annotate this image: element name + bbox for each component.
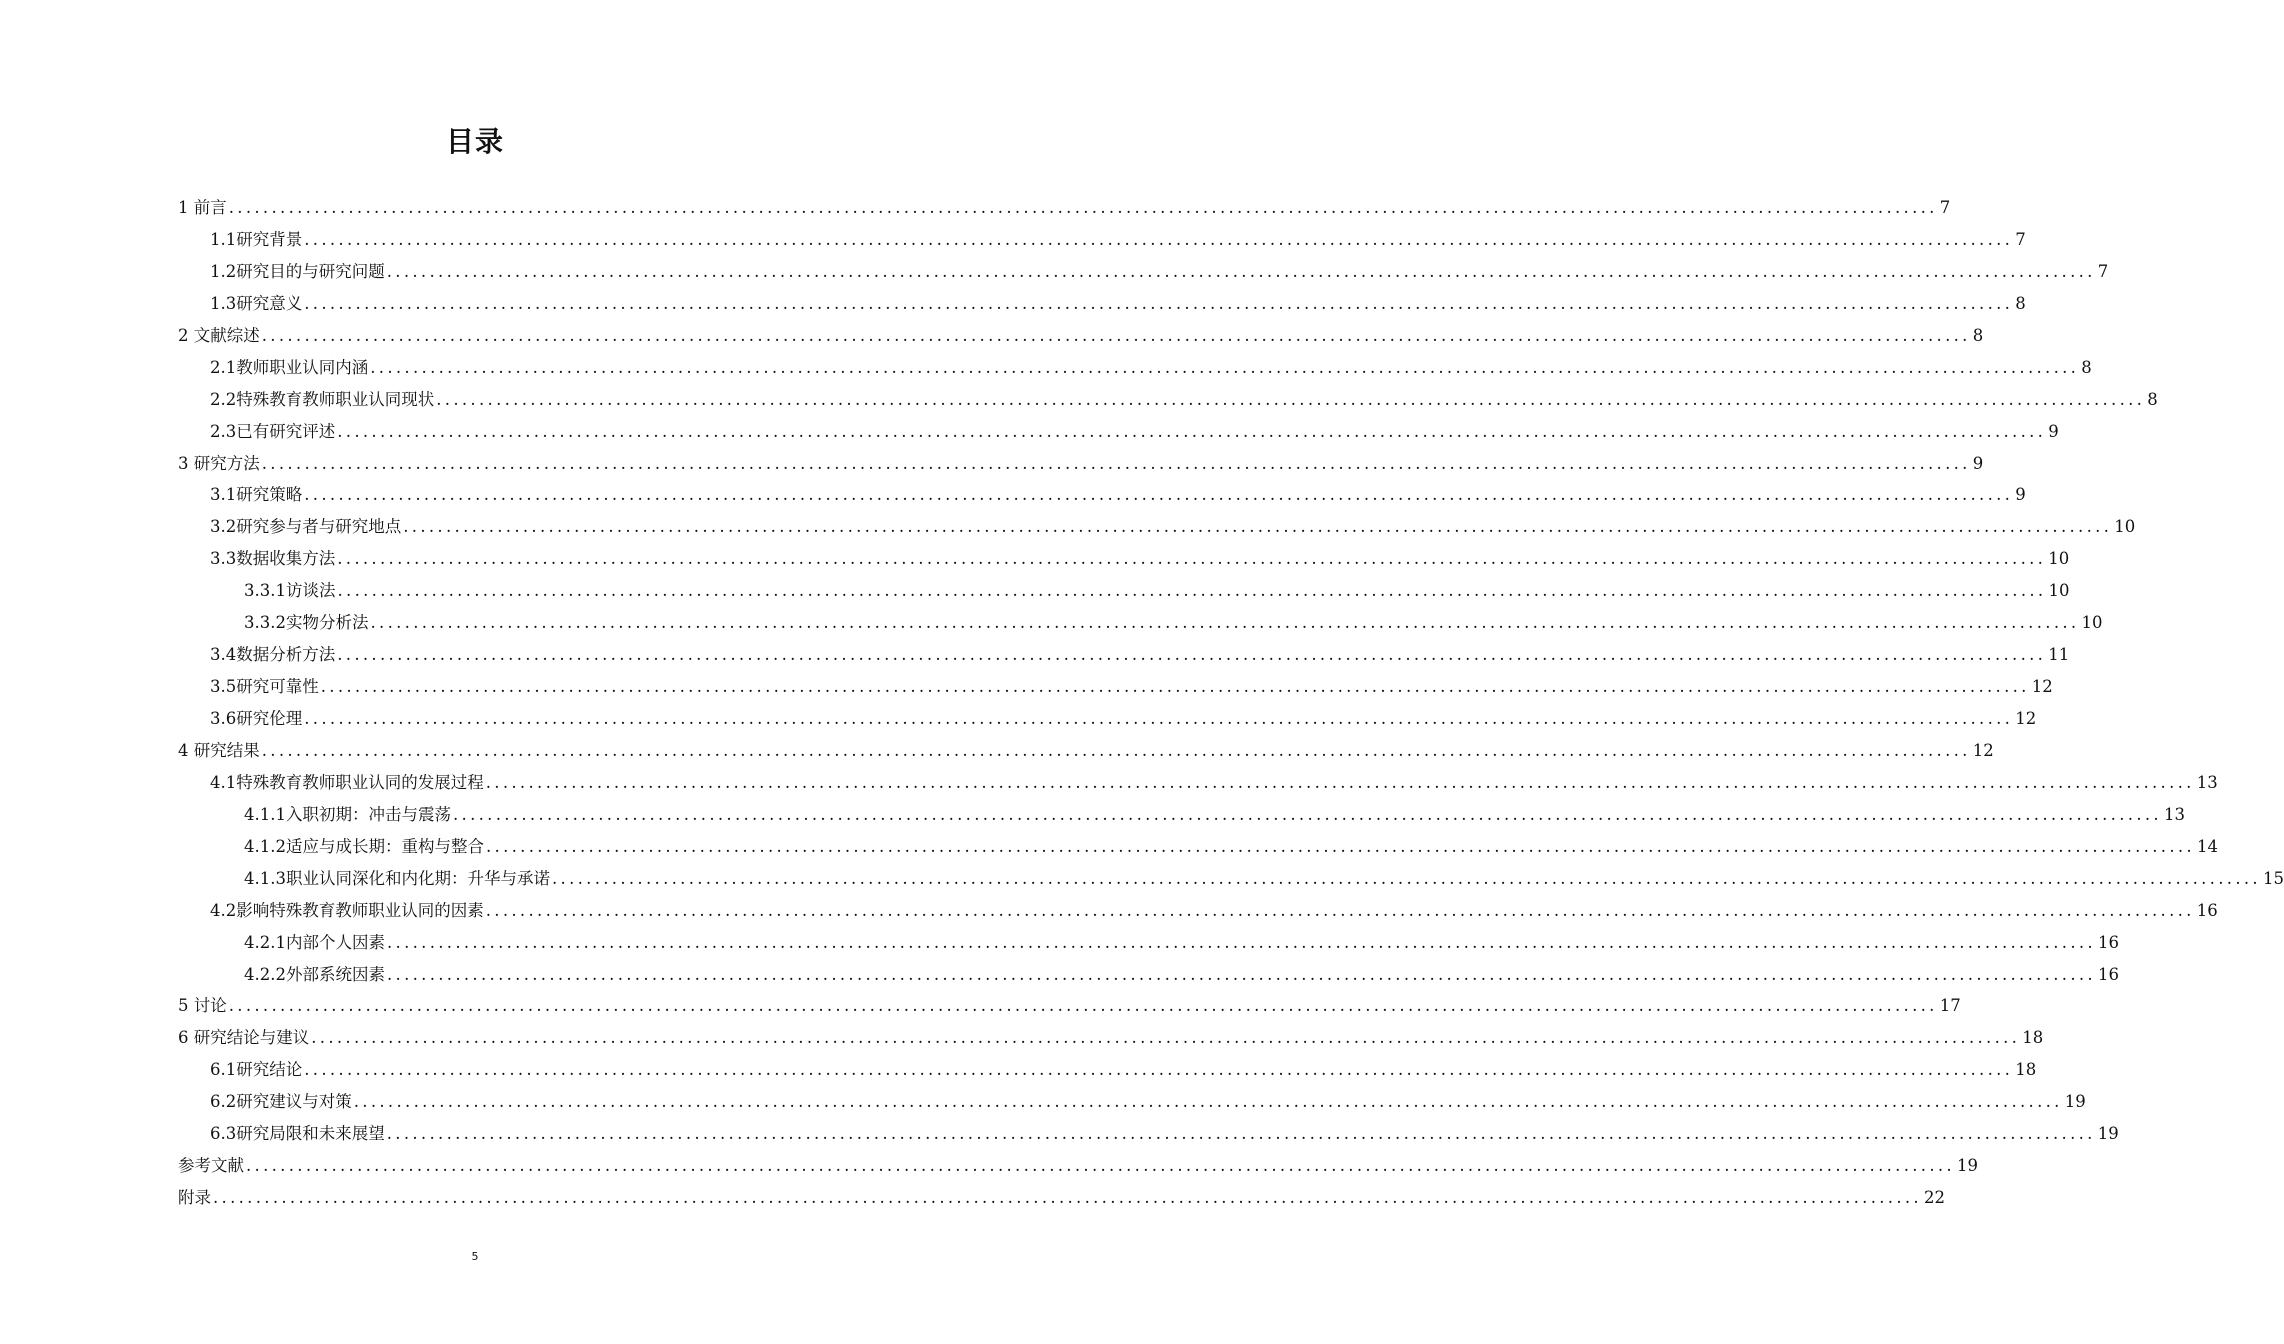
toc-entry[interactable] [178, 609, 2103, 641]
toc-entry-title: 1.2研究目的与研究问题 [210, 261, 385, 281]
toc-entry[interactable] [178, 322, 1984, 354]
toc-dot-leader: ........................................................................................................................................................................................................ [386, 1124, 2096, 1144]
toc-entry[interactable] [178, 545, 2070, 577]
toc-entry[interactable] [178, 450, 1984, 482]
toc-dot-leader: ........................................................................................................................................................................................................ [228, 996, 1938, 1016]
toc-entry-page: 16 [2196, 900, 2218, 920]
toc-entry-title: 附录 [178, 1188, 211, 1208]
toc-entry-page: 16 [2097, 964, 2119, 984]
toc-entry-title: 6.1研究结论 [210, 1060, 303, 1080]
toc-entry-title: 6 研究结论与建议 [178, 1028, 310, 1048]
toc-entry[interactable] [178, 833, 2218, 865]
toc-entry-title: 2.3已有研究评述 [210, 421, 336, 441]
toc-dot-leader: ........................................................................................................................................................................................................ [386, 964, 2096, 984]
toc-entry[interactable] [178, 992, 1961, 1024]
toc-entry[interactable] [178, 194, 1951, 226]
toc-entry-title: 参考文献 [178, 1156, 244, 1176]
toc-entry[interactable] [178, 961, 2119, 993]
toc-entry-title: 1.1研究背景 [210, 229, 303, 249]
toc-entry-page: 10 [2048, 549, 2070, 569]
toc-entry[interactable] [178, 673, 2053, 705]
toc-entry[interactable] [178, 1056, 2037, 1088]
toc-entry-title: 1.3研究意义 [210, 293, 303, 313]
toc-entry-title: 4.2.1内部个人因素 [244, 932, 385, 952]
toc-dot-leader: ........................................................................................................................................................................................................ [261, 740, 1971, 760]
toc-entry-title: 6.2研究建议与对策 [210, 1092, 352, 1112]
toc-entry-title: 2.1教师职业认同内涵 [210, 357, 369, 377]
toc-entry[interactable] [178, 481, 2026, 513]
toc-entry-title: 3.3数据收集方法 [210, 549, 336, 569]
toc-dot-leader: ........................................................................................................................................................................................................ [337, 645, 2047, 665]
toc-entry-page: 8 [2015, 293, 2026, 313]
toc-entry[interactable] [178, 1184, 1945, 1216]
toc-entry-title: 1 前言 [178, 198, 227, 217]
toc-dot-leader: ........................................................................................................................................................................................................ [485, 836, 2195, 856]
toc-entry-title: 2 文献综述 [178, 325, 260, 345]
toc-entry-title: 3.3.1访谈法 [244, 581, 336, 601]
toc-entry-page: 16 [2097, 932, 2119, 952]
toc-entry-page: 7 [1939, 198, 1951, 217]
toc-entry-page: 12 [2031, 677, 2053, 697]
toc-entry-title: 4.1.3职业认同深化和内化期：升华与承诺 [244, 868, 550, 888]
toc-entry-page: 9 [2015, 485, 2026, 505]
toc-entry[interactable] [178, 577, 2070, 609]
toc-dot-leader: ........................................................................................................................................................................................................ [261, 453, 1971, 473]
toc-entry-page: 18 [2015, 1060, 2037, 1080]
toc-dot-leader: ........................................................................................................................................................................................................ [403, 517, 2113, 537]
toc-entry[interactable] [178, 1088, 2086, 1120]
toc-dot-leader: ........................................................................................................................................................................................................ [353, 1092, 2063, 1112]
toc-entry[interactable] [178, 737, 1994, 769]
toc-entry[interactable] [178, 418, 2059, 450]
toc-dot-leader: ........................................................................................................................................................................................................ [320, 677, 2030, 697]
toc-entry-page: 14 [2196, 836, 2218, 856]
toc-dot-leader: ........................................................................................................................................................................................................ [370, 613, 2080, 633]
toc-entry-title: 3.1研究策略 [210, 485, 303, 505]
toc-entry[interactable] [178, 258, 2109, 290]
toc-entry[interactable] [178, 354, 2092, 386]
toc-dot-leader: ........................................................................................................................................................................................................ [337, 421, 2047, 441]
toc-entry-page: 22 [1923, 1188, 1945, 1208]
toc-entry[interactable] [178, 705, 2037, 737]
toc-entry[interactable] [178, 1120, 2119, 1152]
toc-dot-leader: ........................................................................................................................................................................................................ [436, 389, 2146, 409]
toc-dot-leader: ........................................................................................................................................................................................................ [485, 772, 2195, 792]
toc-entry-page: 19 [1956, 1156, 1978, 1176]
toc-entry[interactable] [178, 1024, 2044, 1056]
toc-entry-page: 8 [2081, 357, 2092, 377]
toc-entry[interactable] [178, 641, 2070, 673]
toc-entry-page: 7 [2097, 261, 2109, 281]
toc-dot-leader: ........................................................................................................................................................................................................ [386, 932, 2096, 952]
toc-entry-page: 13 [2196, 772, 2218, 792]
toc-dot-leader: ........................................................................................................................................................................................................ [551, 868, 2261, 888]
toc-entry-page: 12 [2015, 709, 2037, 728]
toc-entry-title: 2.2特殊教育教师职业认同现状 [210, 389, 435, 409]
toc-dot-leader: ........................................................................................................................................................................................................ [485, 900, 2195, 920]
toc-entry-title: 3.4数据分析方法 [210, 645, 336, 665]
toc-entry-page: 10 [2048, 581, 2070, 601]
toc-dot-leader: ........................................................................................................................................................................................................ [452, 804, 2162, 824]
toc-entry-page: 8 [1972, 325, 1984, 345]
page-title: 目录 [445, 125, 504, 158]
toc-entry[interactable] [178, 769, 2218, 801]
toc-dot-leader: ........................................................................................................................................................................................................ [246, 1156, 1955, 1176]
toc-entry-page: 8 [2147, 389, 2158, 409]
toc-entry[interactable] [178, 897, 2218, 929]
toc-dot-leader: ........................................................................................................................................................................................................ [337, 549, 2047, 569]
toc-entry-page: 19 [2064, 1092, 2086, 1112]
toc-entry-title: 4.1.2适应与成长期：重构与整合 [244, 836, 484, 856]
toc-entry-title: 4.1.1入职初期：冲击与震荡 [244, 804, 451, 824]
toc-entry-title: 3.3.2实物分析法 [244, 613, 369, 633]
toc-entry-page: 10 [2081, 613, 2103, 633]
toc-entry-title: 4.1特殊教育教师职业认同的发展过程 [210, 772, 484, 792]
toc-entry-title: 3.2研究参与者与研究地点 [210, 517, 402, 537]
toc-entry[interactable] [178, 929, 2119, 961]
toc-entry[interactable] [178, 1152, 1978, 1184]
toc-entry[interactable] [178, 226, 2026, 258]
toc-entry-title: 4.2影响特殊教育教师职业认同的因素 [210, 900, 484, 920]
toc-entry-page: 9 [2048, 421, 2059, 441]
toc-dot-leader: ........................................................................................................................................................................................................ [311, 1028, 2021, 1048]
toc-dot-leader: ........................................................................................................................................................................................................ [213, 1188, 1922, 1208]
toc-dot-leader: ........................................................................................................................................................................................................ [261, 325, 1971, 345]
toc-dot-leader: ........................................................................................................................................................................................................ [304, 229, 2014, 249]
toc-entry-page: 17 [1939, 996, 1961, 1016]
toc-entry-title: 3.5研究可靠性 [210, 677, 319, 697]
toc-dot-leader: ........................................................................................................................................................................................................ [228, 198, 1938, 217]
toc-entry-page: 7 [2015, 229, 2026, 249]
toc-entry-page: 19 [2097, 1124, 2119, 1144]
toc-entry-title: 3 研究方法 [178, 453, 260, 473]
toc-dot-leader: ........................................................................................................................................................................................................ [304, 485, 2014, 505]
page-number: 5 [471, 1250, 479, 1263]
toc-entry-page: 18 [2022, 1028, 2044, 1048]
toc-entry-title: 3.6研究伦理 [210, 709, 303, 728]
toc-entry-title: 5 讨论 [178, 996, 227, 1016]
toc-dot-leader: ........................................................................................................................................................................................................ [304, 709, 2014, 728]
toc-dot-leader: ........................................................................................................................................................................................................ [304, 293, 2014, 313]
toc-entry[interactable] [178, 801, 2185, 833]
toc-entry-title: 4.2.2外部系统因素 [244, 964, 385, 984]
toc-dot-leader: ........................................................................................................................................................................................................ [370, 357, 2080, 377]
toc-entry-title: 4 研究结果 [178, 740, 260, 760]
toc-entry-page: 10 [2114, 517, 2136, 537]
toc-entry[interactable] [178, 513, 2136, 545]
toc-dot-leader: ........................................................................................................................................................................................................ [337, 581, 2047, 601]
toc-entry-page: 11 [2048, 645, 2070, 665]
toc-entry-title: 6.3研究局限和未来展望 [210, 1124, 385, 1144]
toc-dot-leader: ........................................................................................................................................................................................................ [304, 1060, 2014, 1080]
toc-entry-page: 13 [2163, 804, 2185, 824]
toc-entry[interactable] [178, 290, 2026, 322]
toc-entry[interactable] [178, 865, 2284, 897]
toc-entry-page: 15 [2262, 868, 2284, 888]
toc-dot-leader: ........................................................................................................................................................................................................ [386, 261, 2096, 281]
toc-entry[interactable] [178, 386, 2158, 418]
toc-entry-page: 9 [1972, 453, 1984, 473]
toc-entry-page: 12 [1972, 740, 1994, 760]
table-of-contents [178, 194, 2284, 1216]
